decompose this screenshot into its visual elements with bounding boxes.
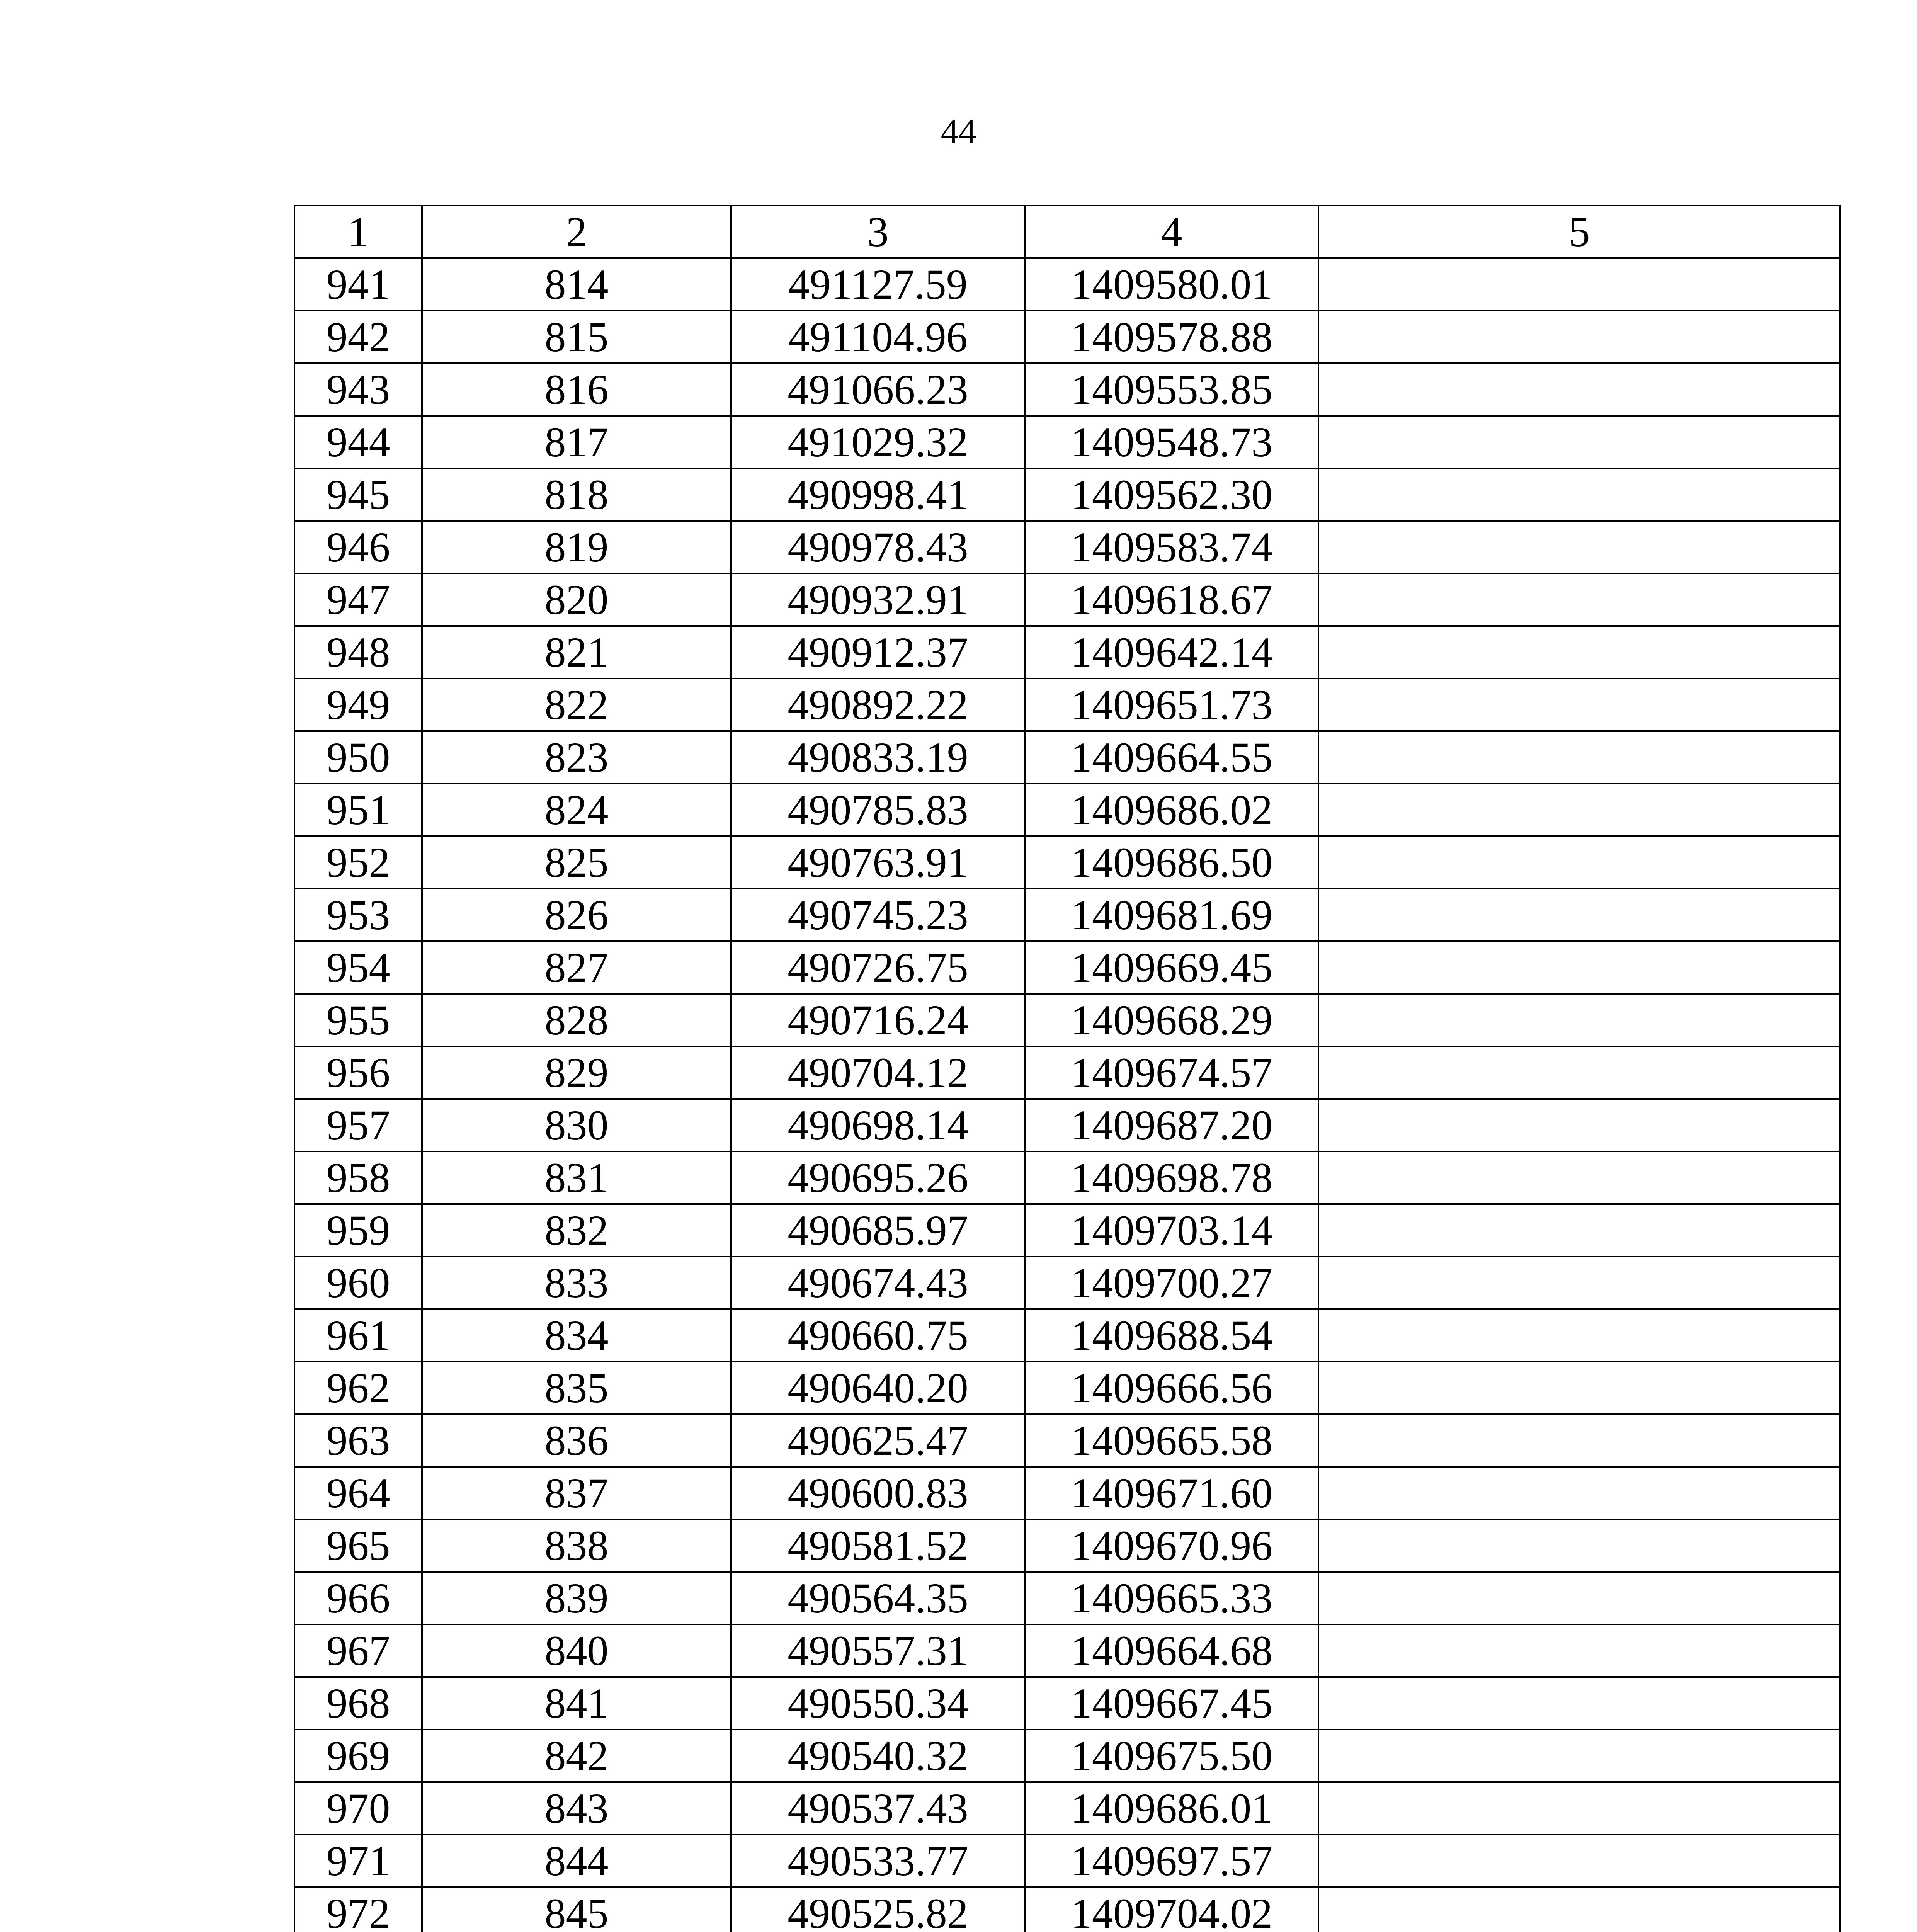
cell-col-2: 833: [422, 1257, 731, 1309]
table-row: [294, 1467, 1840, 1519]
cell-col-5: [1318, 1046, 1840, 1099]
cell-col-5: [1318, 1835, 1840, 1887]
cell-col-2: 831: [422, 1151, 731, 1204]
cell-col-1: 969: [294, 1730, 422, 1782]
cell-col-4: 1409583.74: [1025, 521, 1318, 573]
table-row: [294, 731, 1840, 784]
cell-col-1: 950: [294, 731, 422, 784]
cell-col-5: [1318, 1099, 1840, 1151]
cell-col-3: 490704.12: [731, 1046, 1025, 1099]
cell-col-4: 1409651.73: [1025, 679, 1318, 731]
table-row: [294, 836, 1840, 889]
cell-col-3: 490892.22: [731, 679, 1025, 731]
table-row: [294, 1887, 1840, 1932]
column-header-4: 4: [1025, 206, 1318, 258]
cell-col-3: 490625.47: [731, 1414, 1025, 1467]
cell-col-4: 1409686.02: [1025, 784, 1318, 836]
table-row: [294, 941, 1840, 994]
cell-col-2: 814: [422, 258, 731, 311]
cell-col-4: 1409688.54: [1025, 1309, 1318, 1362]
cell-col-2: 839: [422, 1572, 731, 1624]
cell-col-3: 490525.82: [731, 1887, 1025, 1932]
cell-col-2: 822: [422, 679, 731, 731]
cell-col-4: 1409703.14: [1025, 1204, 1318, 1257]
cell-col-5: [1318, 363, 1840, 416]
cell-col-4: 1409697.57: [1025, 1835, 1318, 1887]
table-row: [294, 1257, 1840, 1309]
cell-col-2: 842: [422, 1730, 731, 1782]
cell-col-5: [1318, 941, 1840, 994]
cell-col-5: [1318, 1467, 1840, 1519]
cell-col-3: 490564.35: [731, 1572, 1025, 1624]
cell-col-3: 490695.26: [731, 1151, 1025, 1204]
cell-col-1: 944: [294, 416, 422, 468]
cell-col-4: 1409553.85: [1025, 363, 1318, 416]
cell-col-1: 971: [294, 1835, 422, 1887]
cell-col-4: 1409686.01: [1025, 1782, 1318, 1835]
cell-col-3: 490533.77: [731, 1835, 1025, 1887]
cell-col-1: 946: [294, 521, 422, 573]
table-row: [294, 1730, 1840, 1782]
cell-col-1: 942: [294, 311, 422, 363]
cell-col-5: [1318, 994, 1840, 1046]
cell-col-2: 821: [422, 626, 731, 679]
cell-col-1: 956: [294, 1046, 422, 1099]
cell-col-5: [1318, 416, 1840, 468]
cell-col-2: 818: [422, 468, 731, 521]
cell-col-1: 962: [294, 1362, 422, 1414]
cell-col-2: 843: [422, 1782, 731, 1835]
cell-col-3: 490745.23: [731, 889, 1025, 941]
table-row: [294, 258, 1840, 311]
column-header-5: 5: [1318, 206, 1840, 258]
cell-col-5: [1318, 1519, 1840, 1572]
cell-col-1: 959: [294, 1204, 422, 1257]
cell-col-5: [1318, 468, 1840, 521]
cell-col-5: [1318, 1309, 1840, 1362]
cell-col-1: 965: [294, 1519, 422, 1572]
table-row: [294, 1362, 1840, 1414]
cell-col-1: 952: [294, 836, 422, 889]
cell-col-2: 844: [422, 1835, 731, 1887]
cell-col-2: 825: [422, 836, 731, 889]
column-header-2: 2: [422, 206, 731, 258]
cell-col-4: 1409686.50: [1025, 836, 1318, 889]
cell-col-4: 1409668.29: [1025, 994, 1318, 1046]
cell-col-2: 829: [422, 1046, 731, 1099]
cell-col-3: 490674.43: [731, 1257, 1025, 1309]
cell-col-2: 841: [422, 1677, 731, 1730]
table-row: [294, 1204, 1840, 1257]
cell-col-4: 1409687.20: [1025, 1099, 1318, 1151]
cell-col-5: [1318, 1257, 1840, 1309]
cell-col-5: [1318, 1677, 1840, 1730]
cell-col-4: 1409700.27: [1025, 1257, 1318, 1309]
cell-col-1: 948: [294, 626, 422, 679]
cell-col-5: [1318, 311, 1840, 363]
cell-col-4: 1409618.67: [1025, 573, 1318, 626]
cell-col-4: 1409698.78: [1025, 1151, 1318, 1204]
cell-col-3: 491104.96: [731, 311, 1025, 363]
cell-col-4: 1409665.58: [1025, 1414, 1318, 1467]
cell-col-3: 490726.75: [731, 941, 1025, 994]
cell-col-5: [1318, 521, 1840, 573]
table-row: [294, 1782, 1840, 1835]
coordinates-table: [294, 205, 1841, 1932]
cell-col-2: 838: [422, 1519, 731, 1572]
cell-col-1: 951: [294, 784, 422, 836]
column-header-3: 3: [731, 206, 1025, 258]
table-row: [294, 416, 1840, 468]
cell-col-1: 967: [294, 1624, 422, 1677]
cell-col-1: 941: [294, 258, 422, 311]
cell-col-3: 491066.23: [731, 363, 1025, 416]
cell-col-5: [1318, 784, 1840, 836]
cell-col-1: 970: [294, 1782, 422, 1835]
cell-col-3: 490557.31: [731, 1624, 1025, 1677]
cell-col-3: 490998.41: [731, 468, 1025, 521]
table-body: [294, 258, 1840, 1932]
cell-col-4: 1409669.45: [1025, 941, 1318, 994]
cell-col-1: 964: [294, 1467, 422, 1519]
cell-col-4: 1409578.88: [1025, 311, 1318, 363]
table-row: [294, 1572, 1840, 1624]
cell-col-3: 490763.91: [731, 836, 1025, 889]
cell-col-1: 961: [294, 1309, 422, 1362]
table-row: [294, 1309, 1840, 1362]
cell-col-5: [1318, 1204, 1840, 1257]
cell-col-2: 834: [422, 1309, 731, 1362]
cell-col-5: [1318, 258, 1840, 311]
cell-col-4: 1409667.45: [1025, 1677, 1318, 1730]
cell-col-2: 820: [422, 573, 731, 626]
cell-col-1: 947: [294, 573, 422, 626]
column-header-1: 1: [294, 206, 422, 258]
cell-col-3: 490932.91: [731, 573, 1025, 626]
table-row: [294, 1519, 1840, 1572]
cell-col-5: [1318, 836, 1840, 889]
table-row: [294, 1677, 1840, 1730]
cell-col-5: [1318, 679, 1840, 731]
cell-col-2: 824: [422, 784, 731, 836]
cell-col-3: 490912.37: [731, 626, 1025, 679]
table-row: [294, 1099, 1840, 1151]
cell-col-5: [1318, 1362, 1840, 1414]
cell-col-3: 490833.19: [731, 731, 1025, 784]
table-row: [294, 311, 1840, 363]
table-row: [294, 1414, 1840, 1467]
cell-col-1: 972: [294, 1887, 422, 1932]
cell-col-1: 966: [294, 1572, 422, 1624]
cell-col-3: 490785.83: [731, 784, 1025, 836]
cell-col-1: 953: [294, 889, 422, 941]
cell-col-3: 490660.75: [731, 1309, 1025, 1362]
cell-col-2: 823: [422, 731, 731, 784]
cell-col-5: [1318, 1151, 1840, 1204]
cell-col-1: 957: [294, 1099, 422, 1151]
cell-col-2: 817: [422, 416, 731, 468]
cell-col-1: 943: [294, 363, 422, 416]
cell-col-4: 1409642.14: [1025, 626, 1318, 679]
header-row: [294, 206, 1840, 258]
cell-col-2: 826: [422, 889, 731, 941]
cell-col-2: 816: [422, 363, 731, 416]
cell-col-2: 830: [422, 1099, 731, 1151]
cell-col-4: 1409548.73: [1025, 416, 1318, 468]
cell-col-5: [1318, 1887, 1840, 1932]
cell-col-4: 1409666.56: [1025, 1362, 1318, 1414]
table-header: [294, 206, 1840, 258]
cell-col-5: [1318, 1624, 1840, 1677]
cell-col-1: 949: [294, 679, 422, 731]
cell-col-3: 490537.43: [731, 1782, 1025, 1835]
cell-col-4: 1409665.33: [1025, 1572, 1318, 1624]
cell-col-2: 840: [422, 1624, 731, 1677]
cell-col-2: 835: [422, 1362, 731, 1414]
table-row: [294, 1624, 1840, 1677]
cell-col-1: 954: [294, 941, 422, 994]
cell-col-4: 1409580.01: [1025, 258, 1318, 311]
cell-col-3: 490978.43: [731, 521, 1025, 573]
table-row: [294, 468, 1840, 521]
cell-col-2: 837: [422, 1467, 731, 1519]
cell-col-5: [1318, 889, 1840, 941]
cell-col-4: 1409664.68: [1025, 1624, 1318, 1677]
cell-col-2: 845: [422, 1887, 731, 1932]
cell-col-1: 968: [294, 1677, 422, 1730]
table-row: [294, 1046, 1840, 1099]
cell-col-3: 490685.97: [731, 1204, 1025, 1257]
cell-col-5: [1318, 626, 1840, 679]
table-row: [294, 679, 1840, 731]
cell-col-5: [1318, 731, 1840, 784]
cell-col-4: 1409670.96: [1025, 1519, 1318, 1572]
cell-col-2: 827: [422, 941, 731, 994]
cell-col-4: 1409671.60: [1025, 1467, 1318, 1519]
table-row: [294, 889, 1840, 941]
cell-col-4: 1409704.02: [1025, 1887, 1318, 1932]
cell-col-1: 960: [294, 1257, 422, 1309]
cell-col-3: 490550.34: [731, 1677, 1025, 1730]
cell-col-2: 819: [422, 521, 731, 573]
cell-col-3: 490698.14: [731, 1099, 1025, 1151]
table-row: [294, 521, 1840, 573]
cell-col-2: 828: [422, 994, 731, 1046]
cell-col-5: [1318, 1414, 1840, 1467]
cell-col-5: [1318, 1572, 1840, 1624]
cell-col-4: 1409674.57: [1025, 1046, 1318, 1099]
table-row: [294, 994, 1840, 1046]
cell-col-2: 815: [422, 311, 731, 363]
table-row: [294, 784, 1840, 836]
cell-col-1: 945: [294, 468, 422, 521]
cell-col-4: 1409681.69: [1025, 889, 1318, 941]
cell-col-2: 832: [422, 1204, 731, 1257]
cell-col-5: [1318, 1782, 1840, 1835]
table-row: [294, 1835, 1840, 1887]
cell-col-3: 491029.32: [731, 416, 1025, 468]
cell-col-3: 491127.59: [731, 258, 1025, 311]
cell-col-2: 836: [422, 1414, 731, 1467]
cell-col-3: 490540.32: [731, 1730, 1025, 1782]
table-row: [294, 363, 1840, 416]
cell-col-1: 958: [294, 1151, 422, 1204]
cell-col-5: [1318, 1730, 1840, 1782]
cell-col-1: 963: [294, 1414, 422, 1467]
cell-col-3: 490640.20: [731, 1362, 1025, 1414]
cell-col-3: 490716.24: [731, 994, 1025, 1046]
cell-col-4: 1409562.30: [1025, 468, 1318, 521]
cell-col-3: 490600.83: [731, 1467, 1025, 1519]
table-row: [294, 1151, 1840, 1204]
cell-col-4: 1409675.50: [1025, 1730, 1318, 1782]
cell-col-1: 955: [294, 994, 422, 1046]
cell-col-4: 1409664.55: [1025, 731, 1318, 784]
page-number: 44: [941, 112, 976, 151]
table-row: [294, 573, 1840, 626]
table-row: [294, 626, 1840, 679]
cell-col-3: 490581.52: [731, 1519, 1025, 1572]
cell-col-5: [1318, 573, 1840, 626]
